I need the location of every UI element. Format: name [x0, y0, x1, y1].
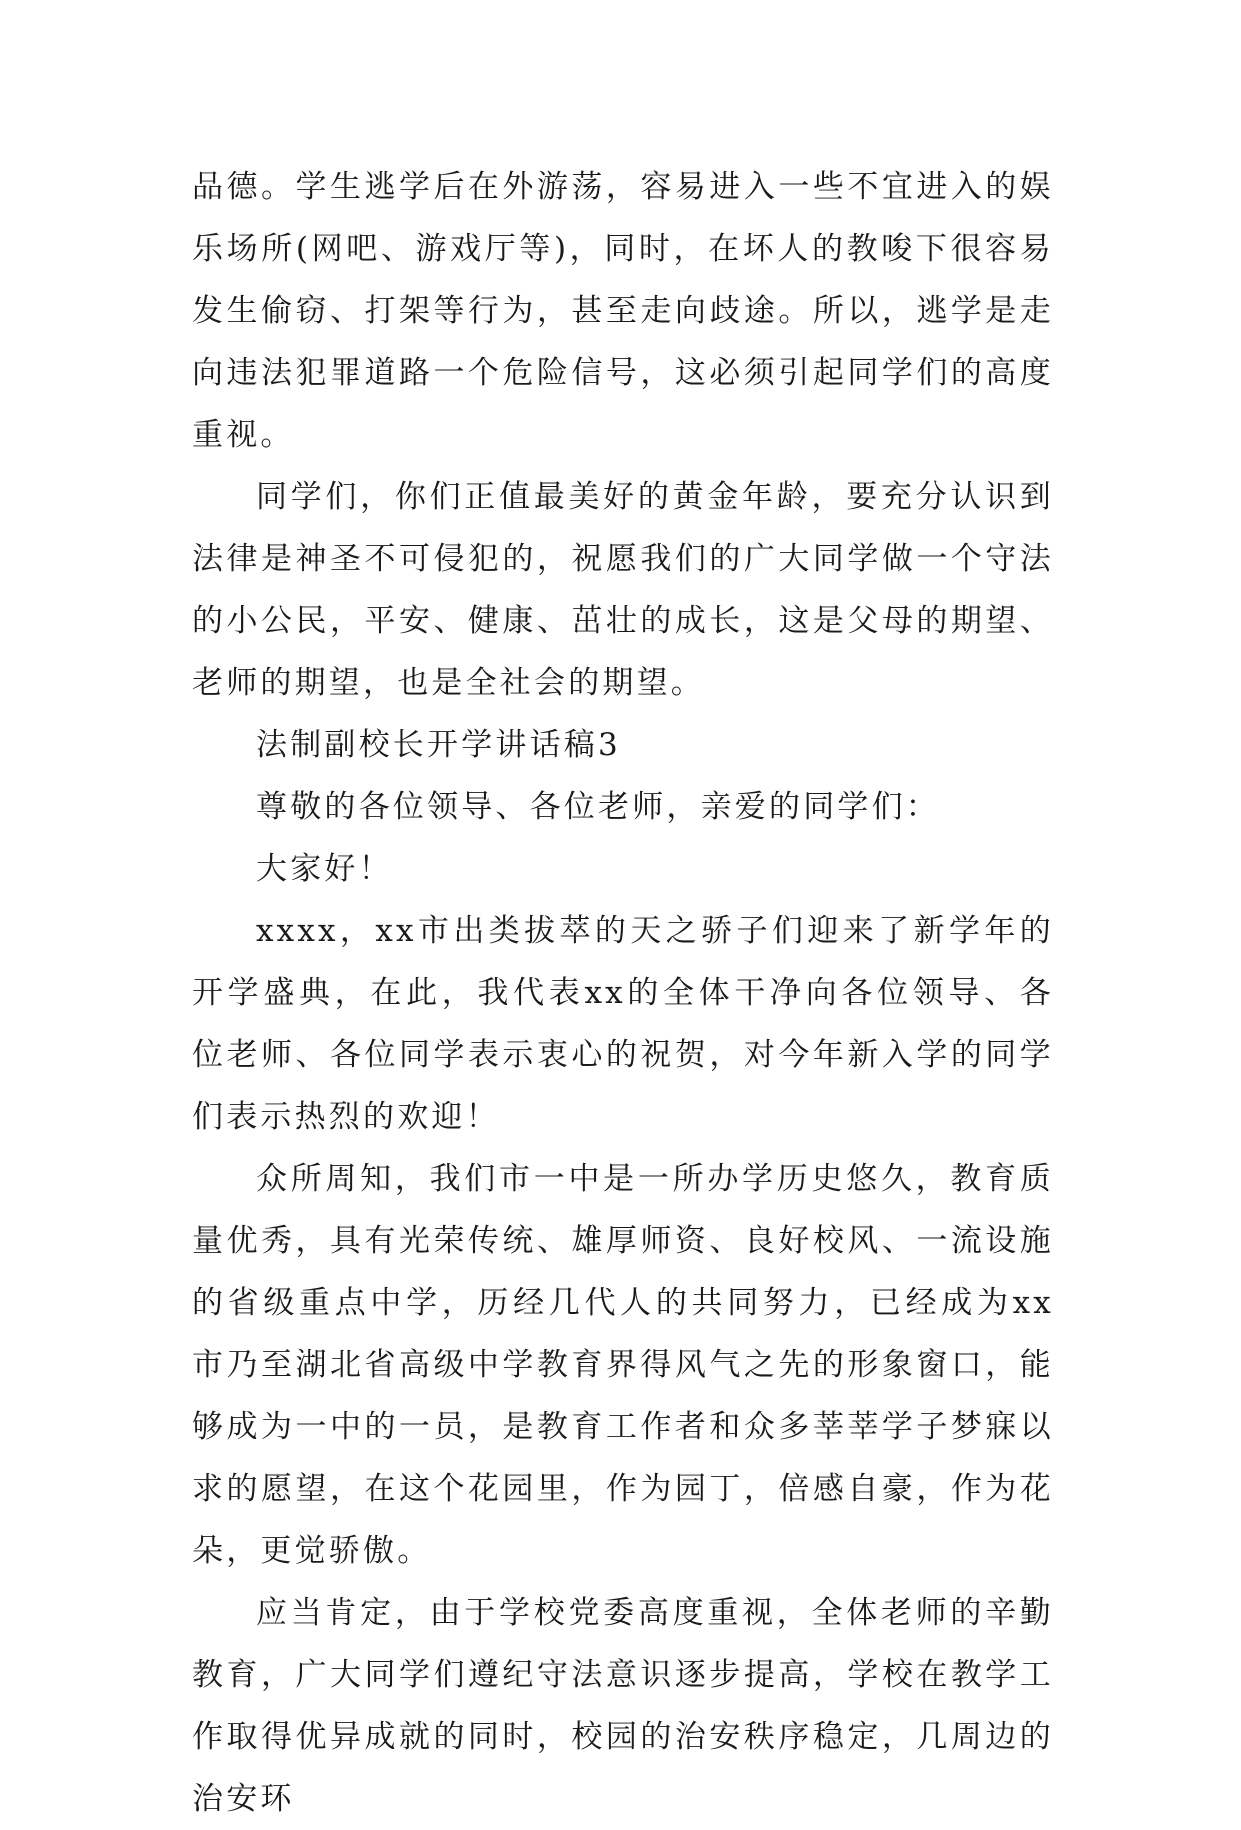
paragraph-affirmation: 应当肯定，由于学校党委高度重视，全体老师的辛勤教育，广大同学们遵纪守法意识逐步提高，学校在教学工作取得优异成就的同时，校园的治安秩序稳定，几周边的治安环 — [192, 1595, 1054, 1817]
document-page — [192, 156, 1054, 1830]
paragraph-closing-wish: 同学们，你们正值最美好的黄金年龄，要充分认识到法律是神圣不可侵犯的，祝愿我们的广大同学做一个守法的小公民，平安、健康、茁壮的成长，这是父母的期望、老师的期望，也是全社会的期望。 — [192, 479, 1054, 701]
paragraph-continuation: 品德。学生逃学后在外游荡，容易进入一些不宜进入的娱乐场所(网吧、游戏厅等)，同时，在坏人的教唆下很容易发生偷窃、打架等行为，甚至走向歧途。所以，逃学是走向违法犯罪道路一个危险信号，这必须引起同学们的高度重视。 — [192, 169, 1054, 453]
greeting: 大家好！ — [256, 851, 393, 887]
section-title: 法制副校长开学讲话稿3 — [256, 727, 621, 763]
paragraph-school-intro: 众所周知，我们市一中是一所办学历史悠久，教育质量优秀，具有光荣传统、雄厚师资、良好校风、一流设施的省级重点中学，历经几代人的共同努力，已经成为xx市乃至湖北省高级中学教育界得风气之先的形象窗口，能够成为一中的一员，是教育工作者和众多莘莘学子梦寐以求的愿望，在这个花园里，作为园丁，倍感自豪，作为花朵，更觉骄傲。 — [192, 1161, 1054, 1569]
paragraph-opening: xxxx，xx市出类拔萃的天之骄子们迎来了新学年的开学盛典，在此，我代表xx的全体干净向各位领导、各位老师、各位同学表示衷心的祝贺，对今年新入学的同学们表示热烈的欢迎！ — [192, 913, 1054, 1135]
salutation: 尊敬的各位领导、各位老师，亲爱的同学们： — [256, 789, 940, 825]
